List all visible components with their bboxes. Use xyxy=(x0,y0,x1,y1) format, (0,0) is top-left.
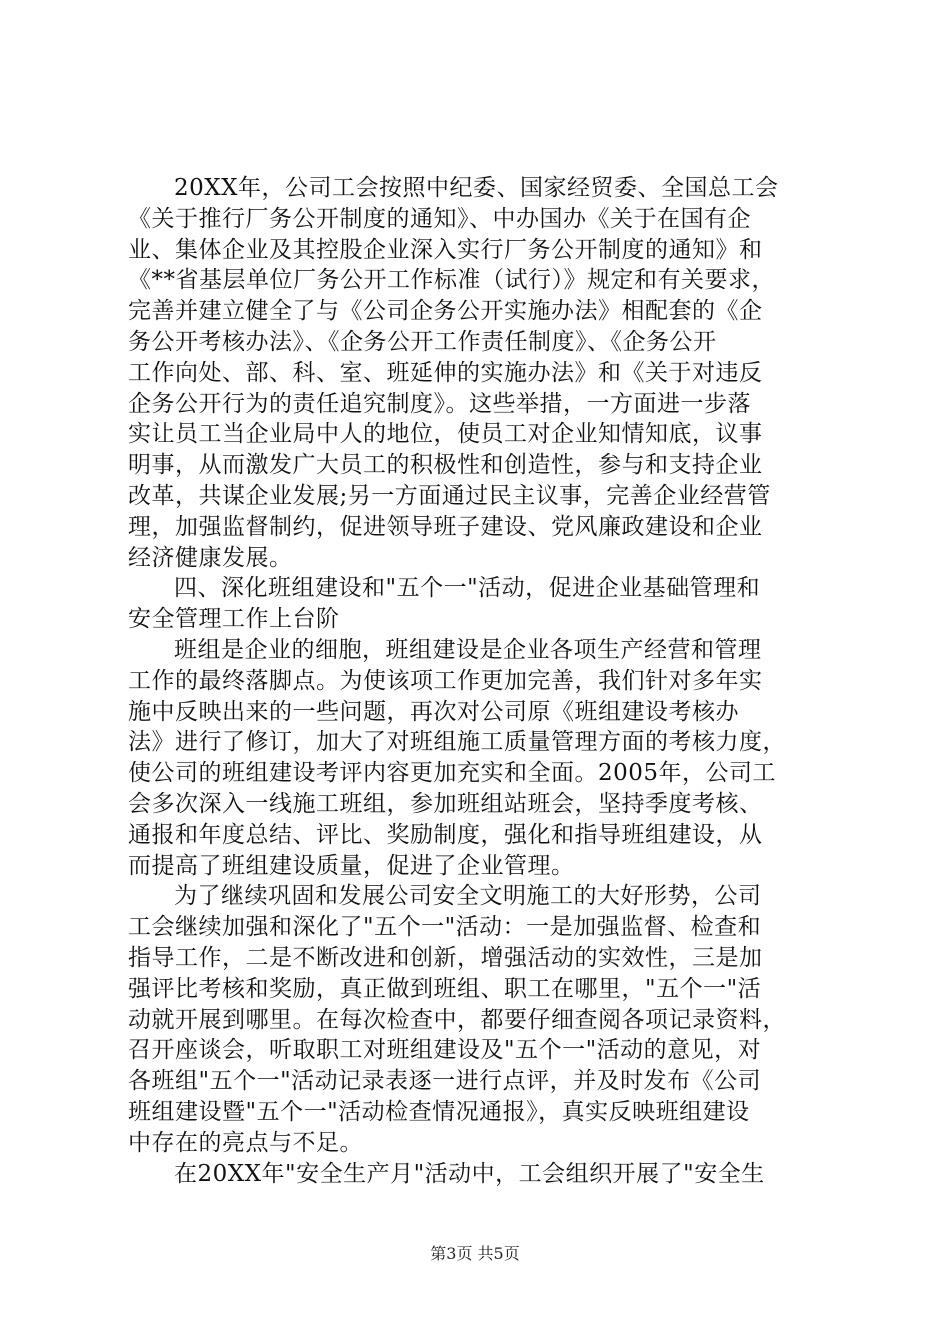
text-line: 完善并建立健全了与《公司企务公开实施办法》相配套的《企 xyxy=(128,298,763,325)
text-line: 《关于推行厂务公开制度的通知》、中办国办《关于在国有企 xyxy=(128,205,751,232)
text-line: 20XX年，公司工会按照中纪委、国家经贸委、全国总工会 xyxy=(174,175,779,201)
text-line: 动就开展到哪里。在每次检查中，都要仔细查阅各项记录资料， xyxy=(128,1006,786,1033)
text-line: 工作的最终落脚点。为使该项工作更加完善，我们针对多年实 xyxy=(128,667,763,694)
text-line: 企务公开行为的责任追究制度》。这些举措，一方面进一步落 xyxy=(128,390,751,417)
text-line: 业、集体企业及其控股企业深入实行厂务公开制度的通知》和 xyxy=(128,236,763,263)
text-line: 务公开考核办法》、《企务公开工作责任制度》、《企务公开 xyxy=(128,328,717,355)
text-line: 在20XX年"安全生产月"活动中，工会组织开展了"安全生 xyxy=(174,1160,765,1187)
text-line: 会多次深入一线施工班组，参加班组站班会，坚持季度考核、 xyxy=(128,790,763,817)
text-line: 明事，从而激发广大员工的积极性和创造性，参与和支持企业 xyxy=(128,452,763,479)
body-text xyxy=(128,173,833,1189)
section-heading: 安全管理工作上台阶 xyxy=(128,606,340,633)
text-line: 指导工作，二是不断改进和创新，增强活动的实效性，三是加 xyxy=(128,944,763,971)
text-line: 改革，共谋企业发展;另一方面通过民主议事，完善企业经营管 xyxy=(128,482,771,509)
page-number-footer: 第3页 共5页 xyxy=(430,1244,520,1263)
text-line: 强评比考核和奖励，真正做到班组、职工在哪里，"五个一"活 xyxy=(128,975,762,1002)
text-line: 通报和年度总结、评比、奖励制度，强化和指导班组建设，从 xyxy=(128,821,763,848)
text-line: 为了继续巩固和发展公司安全文明施工的大好形势，公司 xyxy=(174,883,762,910)
text-line: 工作向处、部、科、室、班延伸的实施办法》和《关于对违反 xyxy=(128,359,763,386)
text-line: 理，加强监督制约，促进领导班子建设、党风廉政建设和企业 xyxy=(128,513,763,540)
text-line: 使公司的班组建设考评内容更加充实和全面。2005年，公司工 xyxy=(128,760,777,787)
text-line: 实让员工当企业局中人的地位，使员工对企业知情知底，议事 xyxy=(128,421,763,448)
text-line: 法》进行了修订，加大了对班组施工质量管理方面的考核力度， xyxy=(128,729,786,756)
text-line: 各班组"五个一"活动记录表逐一进行点评，并及时发布《公司 xyxy=(128,1068,762,1095)
text-line: 班组是企业的细胞，班组建设是企业各项生产经营和管理 xyxy=(174,636,762,663)
text-line: 而提高了班组建设质量，促进了企业管理。 xyxy=(128,852,575,879)
text-line: 经济健康发展。 xyxy=(128,544,293,571)
text-line: 《**省基层单位厂务公开工作标准（试行）》规定和有关要求， xyxy=(128,267,775,294)
text-line: 工会继续加强和深化了"五个一"活动：一是加强监督、检查和 xyxy=(128,914,762,941)
text-line: 班组建设暨"五个一"活动检查情况通报》，真实反映班组建设 xyxy=(128,1098,750,1125)
section-heading: 四、深化班组建设和"五个一"活动，促进企业基础管理和 xyxy=(174,575,761,602)
text-line: 施中反映出来的一些问题，再次对公司原《班组建设考核办 xyxy=(128,698,739,725)
text-line: 中存在的亮点与不足。 xyxy=(128,1129,363,1156)
text-line: 召开座谈会，听取职工对班组建设及"五个一"活动的意见，对 xyxy=(128,1037,762,1064)
